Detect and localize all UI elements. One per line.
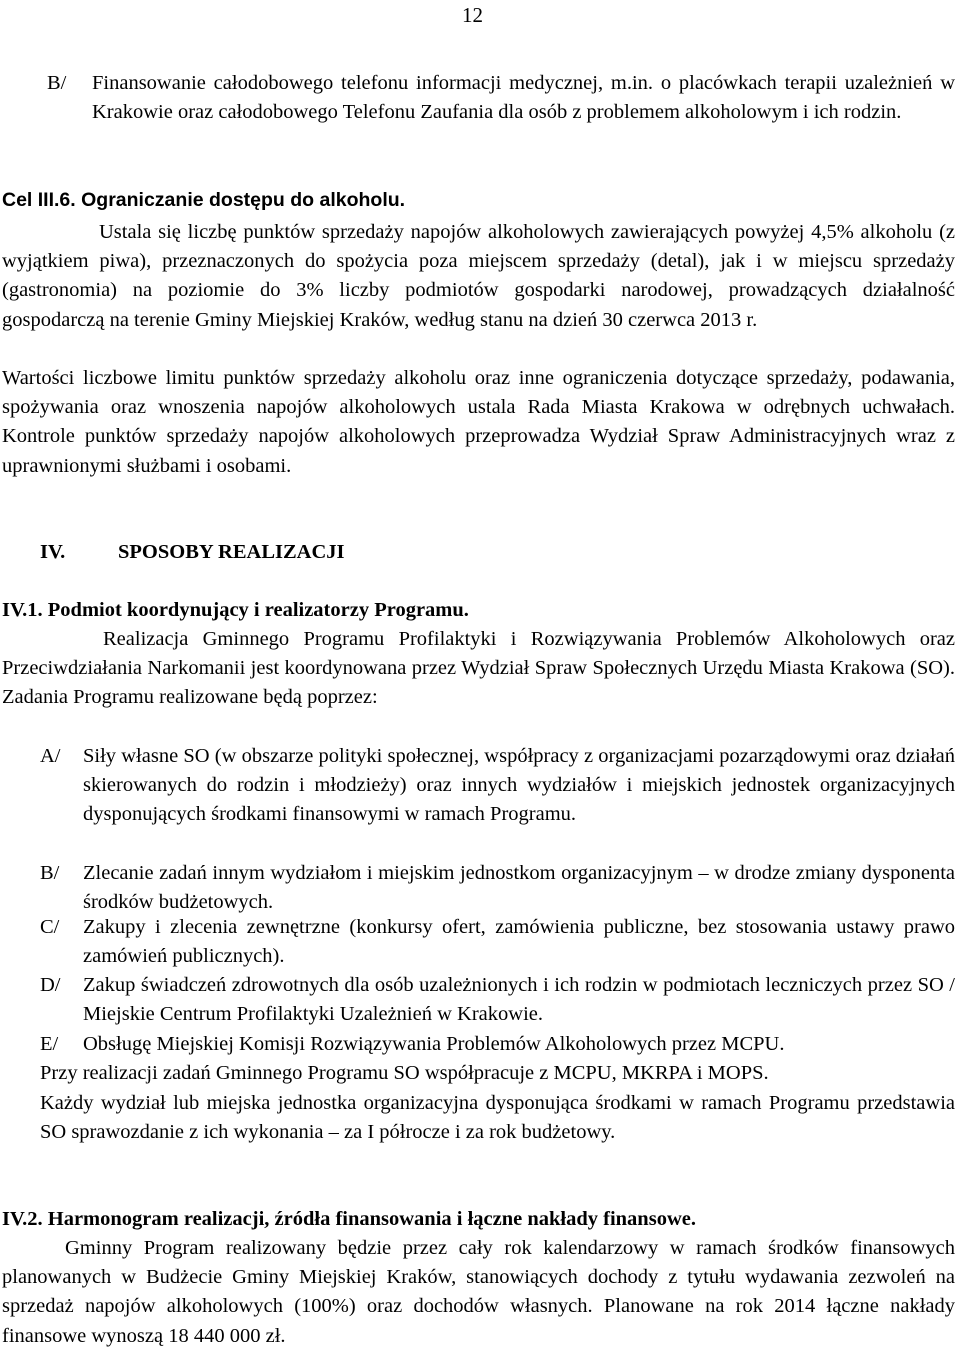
item-letter: C/ (40, 916, 60, 938)
item-letter: B/ (40, 862, 60, 884)
item-letter: B/ (47, 72, 67, 94)
goal-paragraph-1-text: Ustala się liczbę punktów sprzedaży napojów alkoholowych zawierających powyżej 4,5% alkoholu (z wyjątkiem piwa), przeznaczonych do spożycia poza miejscem sprzedaży (detal), jak i w miejscu sprzedaży (gastronomia) na poziomie do 3% liczby podmiotów gospodarki narodowej, prowadzących działalność gospodarczą na terenie Gminy Miejskiej Kraków, według stanu na dzień 30 czerwca 2013 r. (2, 221, 955, 331)
item-text: Zakup świadczeń zdrowotnych dla osób uzależnionych i ich rodzin w podmiotach leczniczych przez SO / Miejskie Centrum Profilaktyki Uzależnień w Krakowie. (83, 974, 955, 1026)
item-text: Finansowanie całodobowego telefonu informacji medycznej, m.in. o placówkach terapii uzależnień w Krakowie oraz całodobowego Telefonu Zaufania dla osób z problemem alkoholowym i ich rodzin. (92, 72, 955, 124)
item-letter: A/ (40, 745, 61, 767)
page-number: 12 (462, 3, 483, 27)
iv2-heading: IV.2. Harmonogram realizacji, źródła finansowania i łączne nakłady finansowe. (2, 1208, 696, 1230)
item-text: Obsługę Miejskiej Komisji Rozwiązywania Problemów Alkoholowych przez MCPU. (83, 1033, 785, 1055)
item-text: Siły własne SO (w obszarze polityki społecznej, współpracy z organizacjami pozarządowymi oraz działań skierowanych do rodzin i młodzieży) oraz innych wydziałów i miejskich jednostek organizacyjnych dysponujących środkami finansowymi w ramach Programu. (83, 745, 955, 826)
section-number: IV. (40, 541, 66, 563)
iv1-intro (2, 625, 955, 713)
iv2-paragraph (2, 1234, 955, 1351)
goal-paragraph-2-text: Wartości liczbowe limitu punktów sprzedaży alkoholu oraz inne ograniczenia dotyczące sprzedaży, podawania, spożywania oraz wnoszenia napojów alkoholowych ustala Rada Miasta Krakowa w odrębnych uchwałach. Kontrole punktów sprzedaży napojów alkoholowych przeprowadza Wydział Spraw Administracyjnych wraz z uprawnionymi służbami i osobami. (2, 367, 955, 477)
goal-paragraph-2 (2, 364, 955, 481)
goal-heading-label: Cel III.6. (2, 189, 76, 211)
section-title: SPOSOBY REALIZACJI (118, 541, 345, 563)
iv1-intro-text: Realizacja Gminnego Programu Profilaktyki i Rozwiązywania Problemów Alkoholowych oraz Przeciwdziałania Narkomanii jest koordynowana przez Wydział Spraw Społecznych Urzędu Miasta Krakowa (SO). Zadania Programu realizowane będą poprzez: (2, 628, 955, 709)
item-text: Zlecanie zadań innym wydziałom i miejskim jednostkom organizacyjnym – w drodze zmiany dysponenta środków budżetowych. (83, 862, 955, 914)
iv1-heading: IV.1. Podmiot koordynujący i realizatorzy Programu. (2, 599, 469, 621)
goal-paragraph-1 (2, 218, 955, 335)
iv2-paragraph-text: Gminny Program realizowany będzie przez cały rok kalendarzowy w ramach środków finansowych planowanych w Budżecie Gminy Miejskiej Kraków, stanowiących dochody z tytułu wydawania zezwoleń na sprzedaż napojów alkoholowych (100%) oraz dochodów własnych. Planowane na rok 2014 łączne nakłady finansowe wynoszą 18 440 000 zł. (2, 1237, 955, 1347)
item-text: Zakupy i zlecenia zewnętrzne (konkursy ofert, zamówienia publiczne, bez stosowania ustawy prawo zamówień publicznych). (83, 916, 955, 968)
goal-heading (2, 186, 405, 215)
cooperation-text: Przy realizacji zadań Gminnego Programu SO współpracuje z MCPU, MKRPA i MOPS. (40, 1062, 769, 1084)
reporting-text: Każdy wydział lub miejska jednostka organizacyjna dysponująca środkami w ramach Programu przedstawia SO sprawozdanie z ich wykonania – za I półrocze i za rok budżetowy. (40, 1092, 955, 1144)
goal-heading-text: Ograniczanie dostępu do alkoholu. (81, 189, 406, 211)
section-iv-heading (40, 538, 345, 567)
item-letter: D/ (40, 974, 61, 996)
item-letter: E/ (40, 1033, 59, 1055)
